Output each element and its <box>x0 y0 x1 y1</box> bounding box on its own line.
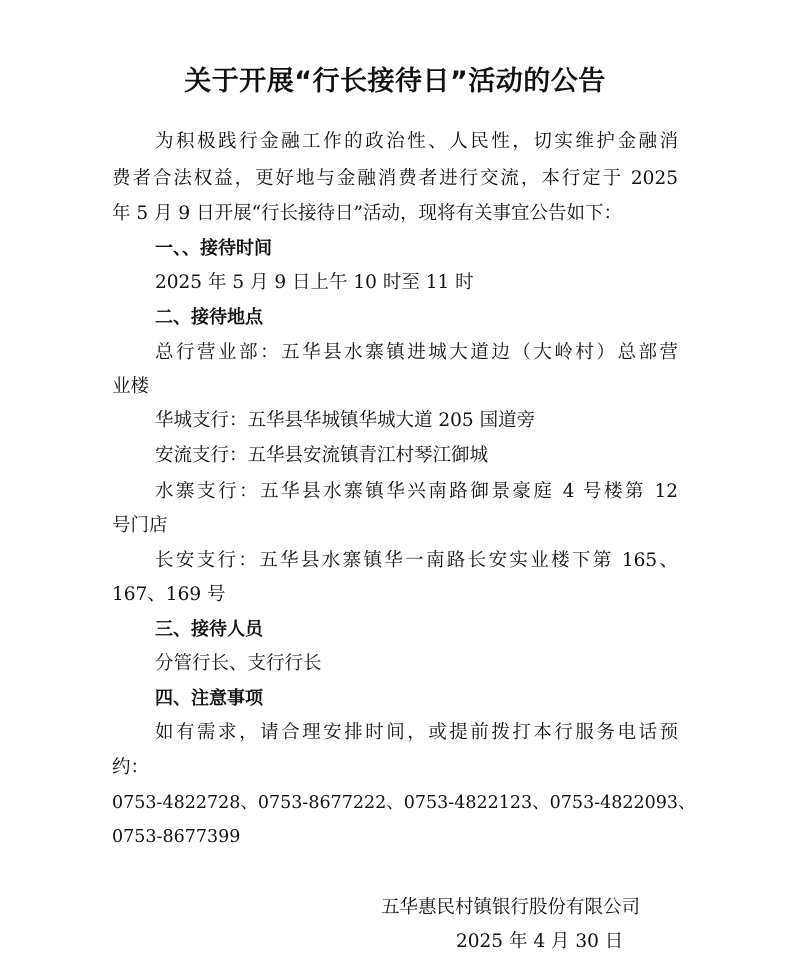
phone-numbers-line-2: 0753-8677399 <box>112 827 241 847</box>
location-anliu: 安流支行：五华县安流镇青江村琴江御城 <box>155 445 489 466</box>
location-shuizhai-line-1: 水寨支行：五华县水寨镇华兴南路御景豪庭 4 号楼第 12 <box>155 481 678 502</box>
section-heading-notes: 四、注意事项 <box>155 688 263 709</box>
notes-line-1: 如有需求，请合理安排时间，或提前拨打本行服务电话预 <box>155 722 678 743</box>
signature-organization: 五华惠民村镇银行股份有限公司 <box>381 897 641 918</box>
notes-line-2: 约： <box>112 757 150 778</box>
section-heading-time: 一、、接待时间 <box>155 238 272 259</box>
location-shuizhai-line-2: 号门店 <box>112 515 168 536</box>
reception-time: 2025 年 5 月 9 日上午 10 时至 11 时 <box>155 272 474 293</box>
reception-staff: 分管行长、支行行长 <box>155 653 322 674</box>
location-changan-line-1: 长安支行：五华县水寨镇华一南路长安实业楼下第 165、 <box>155 550 678 571</box>
location-head-office-line-2: 业楼 <box>112 376 150 397</box>
phone-numbers-line-1: 0753-4822728、0753-8677222、0753-4822123、0753-4822093、 <box>112 793 696 813</box>
location-head-office-line-1: 总行营业部：五华县水寨镇进城大道边（大岭村）总部营 <box>155 342 678 363</box>
intro-line-3: 年 5 月 9 日开展“行长接待日”活动，现将有关事宜公告如下： <box>112 203 622 224</box>
location-changan-line-2: 167、169 号 <box>112 584 226 605</box>
section-heading-location: 二、接待地点 <box>155 307 263 328</box>
section-heading-staff: 三、接待人员 <box>155 619 263 640</box>
signature-date: 2025 年 4 月 30 日 <box>456 931 624 952</box>
location-huacheng: 华城支行：五华县华城镇华城大道 205 国道旁 <box>155 410 536 431</box>
intro-line-2: 费者合法权益，更好地与金融消费者进行交流，本行定于 2025 <box>112 168 678 189</box>
intro-line-1: 为积极践行金融工作的政治性、人民性，切实维护金融消 <box>155 131 678 152</box>
document-title: 关于开展“行长接待日”活动的公告 <box>184 66 606 97</box>
